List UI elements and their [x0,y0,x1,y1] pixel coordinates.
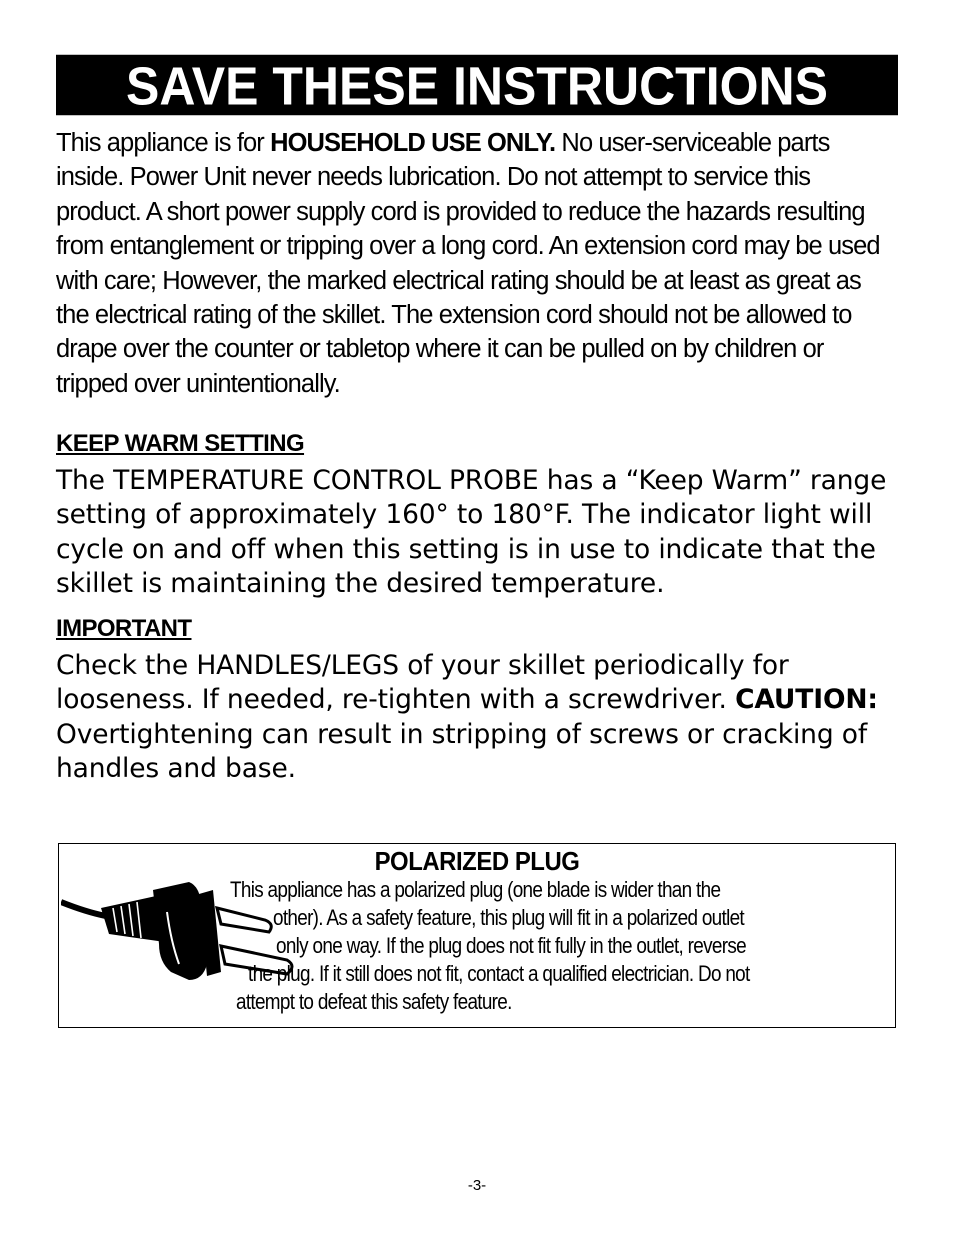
plug-text-line-1: This appliance has a polarized plug (one blade is wider than the [230,877,721,902]
important-paragraph [56,649,906,786]
plug-text-line-4: the plug. If it still does not fit, contact a qualified electrician. Do not [248,961,750,986]
intro-paragraph [56,126,898,401]
caution-label: CAUTION: [735,684,878,716]
keep-warm-heading: KEEP WARM SETTING [56,430,305,457]
page-title-banner: SAVE THESE INSTRUCTIONS [56,55,898,115]
important-heading: IMPORTANT [56,615,192,642]
plug-text-line-5: attempt to defeat this safety feature. [236,989,512,1014]
intro-lead: This appliance is for [56,129,271,157]
page-number: -3- [467,1177,487,1194]
caution-text: Overtightening can result in stripping of screws or cracking of handles and base. [56,718,868,784]
polarized-plug-box [58,843,896,1028]
plug-text-line-3: only one way. If the plug does not fit fully in the outlet, reverse [276,933,746,958]
plug-text-line-2: other). As a safety feature, this plug will fit in a polarized outlet [273,905,745,930]
important-text: Check the HANDLES/LEGS of your skillet periodically for looseness. If needed, re-tighten with a screwdriver. [56,650,789,716]
polarized-plug-title: POLARIZED PLUG [374,846,580,876]
keep-warm-text: The TEMPERATURE CONTROL PROBE has a “Keep Warm” range setting of approximately 160° to 180°F. The indicator light will cycle on and off when this setting is in use to indicate that the skillet is maintaining the desired temperature. [56,465,887,599]
intro-rest: No user-serviceable parts inside. Power Unit never needs lubrication. Do not attempt to service this product. A short power supply cord is provided to reduce the hazards resulting from entanglement or tripping over a long cord. An extension cord may be used with care; However, the marked electrical rating should be at least as great as the electrical rating of the skillet. The extension cord should not be allowed to drape over the counter or tabletop where it can be pulled on by children or tripped over unintentionally. [56,129,880,398]
household-use-emphasis: HOUSEHOLD USE ONLY. [270,129,556,157]
